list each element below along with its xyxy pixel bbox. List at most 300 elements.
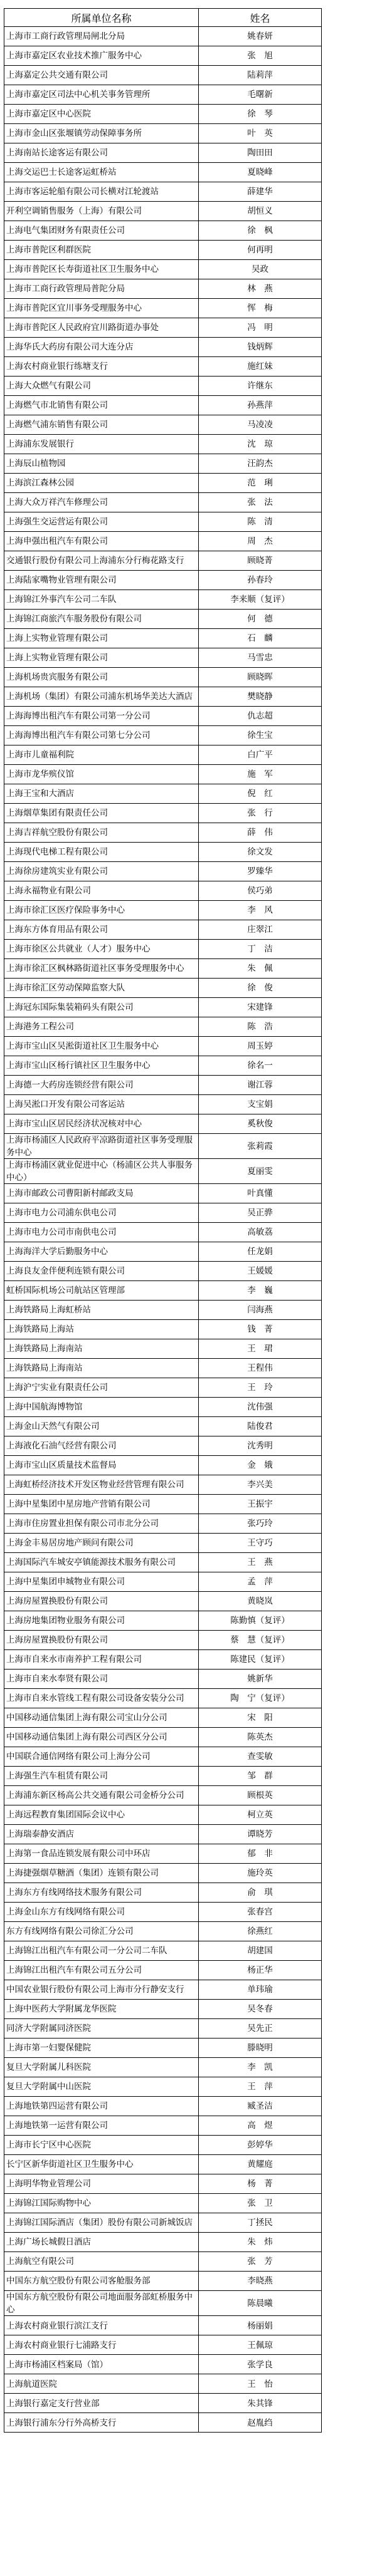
table-row	[4, 163, 322, 182]
unit-cell: 上海市金山区张堰镇劳动保障事务所	[4, 124, 199, 143]
unit-cell: 上海大众燃气有限公司	[4, 377, 199, 396]
name-cell: 张 芳	[199, 2252, 322, 2272]
name-cell: 宋建锋	[199, 998, 322, 1017]
table-row	[4, 843, 322, 862]
table-row	[4, 2058, 322, 2077]
table-row	[4, 1534, 322, 1553]
name-cell: 冯 明	[199, 318, 322, 338]
unit-cell: 上海铁路局上海南站	[4, 1339, 199, 1359]
name-cell: 张莉霞	[199, 1134, 322, 1159]
unit-cell: 上海市宝山区吴淞街道社区卫生服务中心	[4, 1037, 199, 1056]
unit-cell: 上海滨江森林公园	[4, 474, 199, 493]
unit-cell: 上海市嘉定区中心医院	[4, 105, 199, 124]
name-cell: 王振宇	[199, 1495, 322, 1514]
name-cell: 吴正骅	[199, 1203, 322, 1223]
unit-cell: 上海市客运轮船有限公司长横对江轮渡站	[4, 182, 199, 202]
name-cell: 柯立英	[199, 1805, 322, 1825]
table-row	[4, 1017, 322, 1037]
table-row	[4, 1281, 322, 1301]
name-cell: 陈 清	[199, 512, 322, 532]
unit-cell: 上海陆家嘴物业管理有限公司	[4, 571, 199, 590]
unit-cell: 上海液化石油气经营有限公司	[4, 1436, 199, 1456]
unit-cell: 上海东方有线网络技术服务有限公司	[4, 1883, 199, 1903]
table-row	[4, 1417, 322, 1436]
table-row	[4, 2174, 322, 2194]
unit-cell: 上海市杨浦区人民政府平凉路街道社区事务受理服务中心	[4, 1134, 199, 1159]
table-row	[4, 2194, 322, 2213]
name-cell: 单玮瑜	[199, 1980, 322, 2000]
name-cell: 周玉婷	[199, 1037, 322, 1056]
unit-cell: 上海上实物业管理有限公司	[4, 629, 199, 648]
table-row	[4, 1553, 322, 1572]
unit-cell: 上海强生交运营运有限公司	[4, 512, 199, 532]
name-cell: 张 行	[199, 804, 322, 823]
name-cell: 李 巍	[199, 1281, 322, 1301]
name-cell: 顾晓晖	[199, 668, 322, 687]
column-header-name: 姓名	[199, 9, 322, 27]
table-row	[4, 1095, 322, 1114]
unit-cell: 上海徐房建筑实业有限公司	[4, 862, 199, 881]
unit-cell: 上海烟草集团有限责任公司	[4, 804, 199, 823]
unit-cell: 上海市普陀区人民政府宜川路街道办事处	[4, 318, 199, 338]
name-cell: 侯巧弟	[199, 881, 322, 901]
unit-cell: 上海市徐汇区枫林路街道社区事务受理服务中心	[4, 959, 199, 979]
unit-cell: 上海航道医院	[4, 2374, 199, 2394]
unit-cell: 上海铁路局上海虹桥站	[4, 1301, 199, 1320]
table-row	[4, 959, 322, 979]
unit-cell: 上海地铁第四运营有限公司	[4, 2097, 199, 2116]
name-cell: 沈秀明	[199, 1436, 322, 1456]
unit-cell: 上海市宝山区质量技术监督局	[4, 1456, 199, 1475]
name-cell: 谭晓芳	[199, 1825, 322, 1844]
unit-cell: 上海国际汽车城安亭镇能源技术服务有限公司	[4, 1553, 199, 1572]
table-row	[4, 765, 322, 784]
table-row	[4, 1398, 322, 1417]
table-row	[4, 1223, 322, 1242]
unit-cell: 上海明华物业管理公司	[4, 2174, 199, 2194]
unit-cell: 上海瑞泰静安酒店	[4, 1825, 199, 1844]
unit-cell: 上海机场（集团）有限公司浦东机场华美达大酒店	[4, 687, 199, 707]
table-row	[4, 1611, 322, 1631]
unit-cell: 上海中星集团申城物业有限公司	[4, 1572, 199, 1592]
name-cell: 谢江蓉	[199, 1076, 322, 1095]
unit-cell: 上海南站长途客运有限公司	[4, 143, 199, 163]
unit-cell: 上海东方体育用品有限公司	[4, 920, 199, 940]
unit-cell: 上海市龙华殡仪馆	[4, 765, 199, 784]
unit-cell: 上海良友金伴便利连锁有限公司	[4, 1262, 199, 1281]
name-cell: 何再明	[199, 241, 322, 260]
table-row	[4, 415, 322, 435]
table-row	[4, 532, 322, 551]
table-row	[4, 804, 322, 823]
name-cell: 毛曙新	[199, 85, 322, 105]
unit-cell: 上海王宝和大酒店	[4, 784, 199, 804]
name-cell: 何 德	[199, 610, 322, 629]
name-cell: 王 玲	[199, 1378, 322, 1398]
unit-cell: 上海市宝山区杨行镇社区卫生服务中心	[4, 1056, 199, 1076]
table-row	[4, 2038, 322, 2058]
unit-cell: 上海房屋置换股份有限公司	[4, 1592, 199, 1611]
table-row	[4, 668, 322, 687]
name-cell: 奚秋俊	[199, 1114, 322, 1134]
name-cell: 孙燕萍	[199, 396, 322, 415]
table-row	[4, 881, 322, 901]
table-row	[4, 435, 322, 454]
unit-cell: 上海辰山植物园	[4, 454, 199, 474]
table-row	[4, 1378, 322, 1398]
unit-cell: 上海锦江出租汽车有限公司五分公司	[4, 1961, 199, 1980]
table-row	[4, 1159, 322, 1184]
unit-cell: 上海市杨浦区档案局（馆）	[4, 2355, 199, 2374]
unit-cell: 上海市工商行政管理局闸北分局	[4, 27, 199, 46]
table-row	[4, 940, 322, 959]
table-row	[4, 551, 322, 571]
unit-cell: 上海锦江国际酒店（集团）股份有限公司新城饭店	[4, 2213, 199, 2233]
table-row	[4, 1883, 322, 1903]
unit-cell: 上海市电力公司市南供电公司	[4, 1223, 199, 1242]
name-cell: 黄耀庭	[199, 2155, 322, 2174]
table-row	[4, 1903, 322, 1922]
table-row	[4, 1242, 322, 1262]
table-row	[4, 1184, 322, 1203]
name-cell: 马雪忠	[199, 648, 322, 668]
table-row	[4, 1456, 322, 1475]
table-row	[4, 648, 322, 668]
table-row	[4, 1825, 322, 1844]
table-row	[4, 1495, 322, 1514]
unit-cell: 上海申强出租汽车有限公司	[4, 532, 199, 551]
unit-cell: 上海锦江商旅汽车服务股份有限公司	[4, 610, 199, 629]
table-row	[4, 1922, 322, 1941]
table-row	[4, 1631, 322, 1650]
table-row	[4, 2155, 322, 2174]
table-row	[4, 2213, 322, 2233]
unit-cell: 上海市普陀区利群医院	[4, 241, 199, 260]
unit-cell: 上海虹桥经济技术开发区物业经营管理有限公司	[4, 1475, 199, 1495]
unit-cell: 上海银行嘉定支行营业部	[4, 2394, 199, 2413]
name-cell: 薛建华	[199, 182, 322, 202]
table-row	[4, 260, 322, 279]
unit-cell: 上海锦江国际购物中心	[4, 2194, 199, 2213]
name-cell: 白广平	[199, 745, 322, 765]
table-row	[4, 124, 322, 143]
name-cell: 徐燕红	[199, 1922, 322, 1941]
name-cell: 黄晓岚	[199, 1592, 322, 1611]
unit-cell: 上海房地集团物业服务有限公司	[4, 1611, 199, 1631]
unit-cell: 上海广场长城假日酒店	[4, 2233, 199, 2252]
unit-cell: 上海第一食品连锁发展有限公司中环店	[4, 1844, 199, 1864]
name-cell: 张 旭	[199, 46, 322, 66]
unit-cell: 中国东方航空股份有限公司地面服务部虹桥服务中心	[4, 2291, 199, 2316]
table-row	[4, 357, 322, 377]
unit-cell: 上海上实物业管理有限公司	[4, 648, 199, 668]
table-row	[4, 241, 322, 260]
table-row	[4, 2136, 322, 2155]
name-cell: 倪 红	[199, 784, 322, 804]
table-row	[4, 2316, 322, 2335]
unit-cell: 中国东方航空股份有限公司客舱服务部	[4, 2272, 199, 2291]
table-row	[4, 493, 322, 512]
table-row	[4, 299, 322, 318]
name-cell: 陆莉萍	[199, 66, 322, 85]
unit-cell: 上海市自来水管线工程有限公司设备安装分公司	[4, 1689, 199, 1708]
table-row	[4, 1961, 322, 1980]
unit-cell: 上海地铁第一运营有限公司	[4, 2116, 199, 2136]
unit-cell: 虹桥国际机场公司航站区管理部	[4, 1281, 199, 1301]
name-cell: 高敏荔	[199, 1223, 322, 1242]
table-row	[4, 629, 322, 648]
name-cell: 林 燕	[199, 279, 322, 299]
table-row	[4, 27, 322, 46]
table-row	[4, 590, 322, 610]
name-cell: 吴先正	[199, 2019, 322, 2038]
name-cell: 施红妹	[199, 357, 322, 377]
table-row	[4, 2116, 322, 2136]
table-row	[4, 1572, 322, 1592]
name-cell: 夏晓峰	[199, 163, 322, 182]
table-row	[4, 1844, 322, 1864]
unit-cell: 上海德一大药房连锁经营有限公司	[4, 1076, 199, 1095]
name-cell: 丁拯民	[199, 2213, 322, 2233]
table-row	[4, 2291, 322, 2316]
unit-cell: 上海农村商业银行练塘支行	[4, 357, 199, 377]
unit-cell: 东方有线网络有限公司徐汇分公司	[4, 1922, 199, 1941]
name-cell: 陈建民（复评）	[199, 1650, 322, 1670]
table-row	[4, 2019, 322, 2038]
name-cell: 丁 洁	[199, 940, 322, 959]
table-row	[4, 454, 322, 474]
unit-cell: 上海市长宁区中心医院	[4, 2136, 199, 2155]
unit-cell: 上海中星集团中星房地产营销有限公司	[4, 1495, 199, 1514]
table-row	[4, 979, 322, 998]
unit-cell: 上海华氏大药房有限公司大连分店	[4, 338, 199, 357]
table-row	[4, 1203, 322, 1223]
name-cell: 张学良	[199, 2355, 322, 2374]
table-row	[4, 1339, 322, 1359]
unit-cell: 上海铁路局上海站	[4, 1320, 199, 1339]
name-cell: 朱其锋	[199, 2394, 322, 2413]
name-cell: 张 法	[199, 493, 322, 512]
name-cell: 李 风	[199, 901, 322, 920]
unit-cell: 上海农村商业银行七浦路支行	[4, 2335, 199, 2355]
unit-cell: 交通银行股份有限公司上海浦东分行梅花路支行	[4, 551, 199, 571]
unit-cell: 开利空调销售服务（上海）有限公司	[4, 202, 199, 221]
table-row	[4, 1670, 322, 1689]
table-body	[4, 27, 322, 2433]
unit-cell: 上海市杨浦区就业促进中心（杨浦区公共人事服务中心）	[4, 1159, 199, 1184]
table-row	[4, 2000, 322, 2019]
name-cell: 邹 群	[199, 1767, 322, 1786]
unit-cell: 中国移动通信集团上海有限公司西区分公司	[4, 1728, 199, 1747]
unit-cell: 上海远程教育集团国际会议中心	[4, 1805, 199, 1825]
unit-cell: 上海市邮政公司曹阳新村邮政支局	[4, 1184, 199, 1203]
table-row	[4, 2335, 322, 2355]
unit-cell: 上海中医药大学附属龙华医院	[4, 2000, 199, 2019]
table-row	[4, 1592, 322, 1611]
name-cell: 马凌凌	[199, 415, 322, 435]
unit-cell: 上海吴淞口开发有限公司客运站	[4, 1095, 199, 1114]
table-row	[4, 862, 322, 881]
table-row	[4, 318, 322, 338]
name-cell: 金 娥	[199, 1456, 322, 1475]
name-cell: 朱 佩	[199, 959, 322, 979]
unit-cell: 上海市宝山区居民经济状况核对中心	[4, 1114, 199, 1134]
unit-cell: 上海中国航海博物馆	[4, 1398, 199, 1417]
name-cell: 徐文发	[199, 843, 322, 862]
name-cell: 庄翠江	[199, 920, 322, 940]
unit-cell: 上海金丰易居房地产顾问有限公司	[4, 1534, 199, 1553]
unit-cell: 上海市普陀区宜川事务受理服务中心	[4, 299, 199, 318]
name-cell: 陈勤慎（复评）	[199, 1611, 322, 1631]
unit-cell: 上海市徐汇区医疗保险事务中心	[4, 901, 199, 920]
unit-cell: 上海市徐区公共就业（人才）服务中心	[4, 940, 199, 959]
name-cell: 杨正华	[199, 1961, 322, 1980]
name-cell: 张巧玲	[199, 1514, 322, 1534]
name-cell: 施 军	[199, 765, 322, 784]
table-row	[4, 2413, 322, 2433]
unit-cell: 长宁区新华街道社区卫生服务中心	[4, 2155, 199, 2174]
unit-cell: 上海浦东发展银行	[4, 435, 199, 454]
table-row	[4, 396, 322, 415]
table-row	[4, 1805, 322, 1825]
name-cell: 范 琍	[199, 474, 322, 493]
table-row	[4, 1786, 322, 1805]
unit-cell: 上海机场贵宾服务有限公司	[4, 668, 199, 687]
name-cell: 朱 炜	[199, 2233, 322, 2252]
name-cell: 王守巧	[199, 1534, 322, 1553]
name-cell: 滕晓明	[199, 2038, 322, 2058]
unit-cell: 上海吉祥航空股份有限公司	[4, 823, 199, 843]
name-cell: 恽 梅	[199, 299, 322, 318]
name-cell: 陆俊君	[199, 1417, 322, 1436]
name-cell: 孟 萍	[199, 1572, 322, 1592]
table-row	[4, 2272, 322, 2291]
name-cell: 仇志超	[199, 707, 322, 726]
name-cell: 任龙娟	[199, 1242, 322, 1262]
name-cell: 王媛媛	[199, 1262, 322, 1281]
table-row	[4, 105, 322, 124]
table-row	[4, 1864, 322, 1883]
name-cell: 夏丽雯	[199, 1159, 322, 1184]
table-row	[4, 1436, 322, 1456]
name-cell: 沈伟强	[199, 1398, 322, 1417]
table-row	[4, 46, 322, 66]
unit-cell: 上海冠东国际集装箱码头有限公司	[4, 998, 199, 1017]
table-row	[4, 1359, 322, 1378]
unit-cell: 上海市徐汇区劳动保障监察大队	[4, 979, 199, 998]
unit-cell: 上海燃气市北销售有限公司	[4, 396, 199, 415]
table-row	[4, 571, 322, 590]
name-cell: 孙春玲	[199, 571, 322, 590]
unit-cell: 上海永福物业有限公司	[4, 881, 199, 901]
roster-table	[4, 8, 322, 2433]
table-row	[4, 1301, 322, 1320]
table-row	[4, 998, 322, 1017]
name-cell: 钱炳辉	[199, 338, 322, 357]
unit-cell: 上海市嘉定区司法中心机关事务管理所	[4, 85, 199, 105]
table-row	[4, 2233, 322, 2252]
name-cell: 杨 菁	[199, 2174, 322, 2194]
unit-cell: 上海锦江出租汽车有限公司一分公司二车队	[4, 1941, 199, 1961]
name-cell: 张 卫	[199, 2194, 322, 2213]
name-cell: 徐 琴	[199, 105, 322, 124]
unit-cell: 上海海洋大学后勤服务中心	[4, 1242, 199, 1262]
name-cell: 陈晨曦	[199, 2291, 322, 2316]
table-row	[4, 2097, 322, 2116]
table-row	[4, 823, 322, 843]
table-row	[4, 2077, 322, 2097]
name-cell: 张春宫	[199, 1903, 322, 1922]
unit-cell: 上海市儿童福利院	[4, 745, 199, 765]
name-cell: 王 怡	[199, 2374, 322, 2394]
unit-cell: 复旦大学附属中山医院	[4, 2077, 199, 2097]
name-cell: 李 凯	[199, 2058, 322, 2077]
name-cell: 徐 枫	[199, 221, 322, 241]
unit-cell: 上海市住房置业担保有限公司市北分公司	[4, 1514, 199, 1534]
unit-cell: 上海捷强烟草糖酒（集团）连锁有限公司	[4, 1864, 199, 1883]
unit-cell: 上海电气集团财务有限责任公司	[4, 221, 199, 241]
name-cell: 支宝娟	[199, 1095, 322, 1114]
name-cell: 汪韵杰	[199, 454, 322, 474]
table-row	[4, 784, 322, 804]
table-row	[4, 1941, 322, 1961]
table-row	[4, 221, 322, 241]
table-row	[4, 1134, 322, 1159]
name-cell: 高 煜	[199, 2116, 322, 2136]
name-cell: 陈 浩	[199, 1017, 322, 1037]
table-row	[4, 1728, 322, 1747]
name-cell: 臧圣洁	[199, 2097, 322, 2116]
name-cell: 罗臻华	[199, 862, 322, 881]
name-cell: 闫海燕	[199, 1301, 322, 1320]
table-row	[4, 474, 322, 493]
unit-cell: 上海嘉定公共交通有限公司	[4, 66, 199, 85]
table-row	[4, 1262, 322, 1281]
table-row	[4, 279, 322, 299]
column-header-unit: 所属单位名称	[4, 9, 199, 27]
name-cell: 赵胤绉	[199, 2413, 322, 2433]
name-cell: 吴冬春	[199, 2000, 322, 2019]
table-row	[4, 1514, 322, 1534]
unit-cell: 上海市嘉定区农业技术推广服务中心	[4, 46, 199, 66]
name-cell: 石 麟	[199, 629, 322, 648]
unit-cell: 上海金山东方有线网络有限公司	[4, 1903, 199, 1922]
name-cell: 徐 俊	[199, 979, 322, 998]
unit-cell: 上海沪宁实业有限责任公司	[4, 1378, 199, 1398]
name-cell: 徐生宝	[199, 726, 322, 745]
unit-cell: 上海铁路局上海南站	[4, 1359, 199, 1378]
table-row	[4, 1708, 322, 1728]
name-cell: 顾根英	[199, 1786, 322, 1805]
table-row	[4, 726, 322, 745]
unit-cell: 复旦大学附属儿科医院	[4, 2058, 199, 2077]
unit-cell: 中国农业银行股份有限公司上海市分行静安支行	[4, 1980, 199, 2000]
table-row	[4, 901, 322, 920]
table-row	[4, 66, 322, 85]
table-row	[4, 182, 322, 202]
name-cell: 杨丽娟	[199, 2316, 322, 2335]
table-row	[4, 1689, 322, 1708]
unit-cell: 上海交运巴士长途客运虹桥站	[4, 163, 199, 182]
name-cell: 沈 琼	[199, 435, 322, 454]
name-cell: 姚春妍	[199, 27, 322, 46]
table-row	[4, 610, 322, 629]
name-cell: 陈英杰	[199, 1728, 322, 1747]
table-row	[4, 143, 322, 163]
table-row	[4, 687, 322, 707]
unit-cell: 上海海博出租汽车有限公司第一分公司	[4, 707, 199, 726]
table-row	[4, 1037, 322, 1056]
